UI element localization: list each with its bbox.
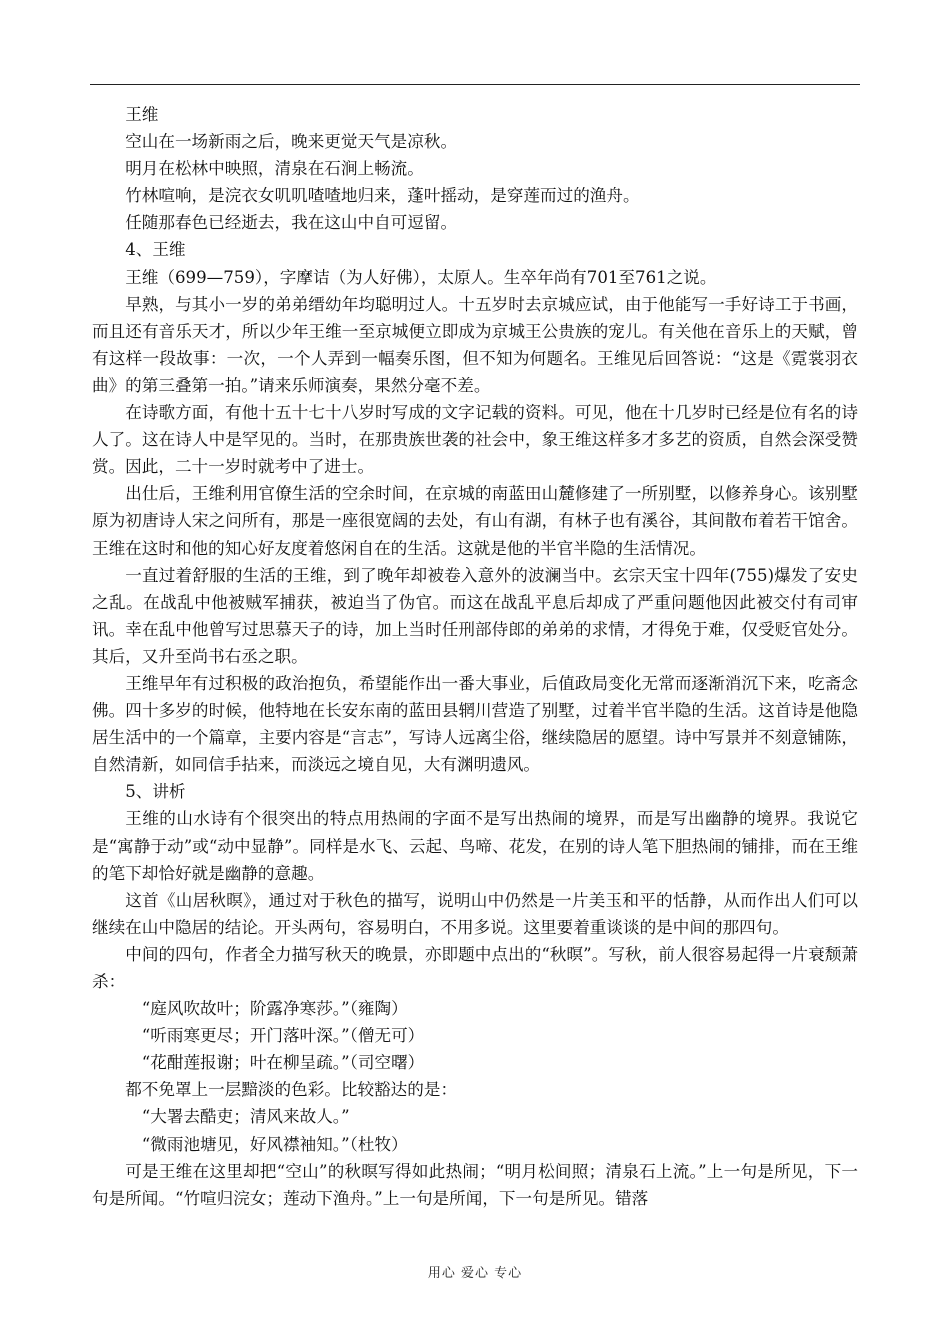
header-rule [90,84,860,85]
paragraph: 空山在一场新雨之后，晚来更觉天气是凉秋。 [125,132,458,152]
paragraph: 4、王维 [125,240,186,260]
paragraph: 一直过着舒服的生活的王维，到了晚年却被卷入意外的波澜当中。玄宗天宝十四年(755)爆发了安史之乱。在战乱中他被贼军捕获，被迫当了伪官。而这在战乱平息后却成了严重问题他因此被交付有司审讯。幸在乱中他曾写过思慕天子的诗，加上当时任刑部侍郎的弟弟的求情，才得免于难，仅受贬官处分。其后，又升至尚书右丞之职。 [92,565,858,666]
paragraph: 王维早年有过积极的政治抱负，希望能作出一番大事业，后值政局变化无常而逐渐消沉下来，吃斋念佛。四十多岁的时候，他特地在长安东南的蓝田县辋川营造了别墅，过着半官半隐的生活。这首诗是他隐居生活中的一个篇章，主要内容是“言志”，写诗人远离尘俗，继续隐居的愿望。诗中写景并不刻意铺陈，自然清新，如同信手拈来，而淡远之境自见，大有渊明遗风。 [92,673,858,775]
paragraph: 出仕后，王维利用官僚生活的空余时间，在京城的南蓝田山麓修建了一所别墅，以修养身心。该别墅原为初唐诗人宋之问所有，那是一座很宽阔的去处，有山有湖，有林子也有溪谷，其间散布着若干馆舍。王维在这时和他的知心好友度着悠闲自在的生活。这就是他的半官半隐的生活情况。 [92,484,858,558]
paragraph: 明月在松林中映照，清泉在石涧上畅流。 [125,159,424,179]
quote-line: “花酣莲报谢；叶在柳呈疏。”（司空曙） [141,1053,425,1073]
paragraph: 王维 [125,105,159,124]
quote-line: “大署去酷吏；清风来故人。” [141,1107,350,1127]
paragraph: 5、讲析 [125,782,186,802]
quote-line: “听雨寒更尽；开门落叶深。”（僧无可） [141,1026,425,1046]
paragraph: 可是王维在这里却把“空山”的秋暝写得如此热闹；“明月松间照；清泉石上流。”上一句是所见，下一句是所闻。“竹喧归浣女；莲动下渔舟。”上一句是所闻，下一句是所见。错落 [92,1161,858,1208]
quote-line: “庭风吹故叶；阶露净寒莎。”（雍陶） [141,999,408,1019]
paragraph: 王维的山水诗有个很突出的特点用热闹的字面不是写出热闹的境界，而是写出幽静的境界。我说它是“寓静于动”或“动中显静”。同样是水飞、云起、鸟啼、花发，在别的诗人笔下胆热闹的铺排，而在王维的笔下却恰好就是幽静的意趣。 [92,809,858,883]
quote-line: “微雨池塘见，好风襟袖知。”（杜牧） [141,1134,408,1154]
paragraph: 早熟，与其小一岁的弟弟缙幼年均聪明过人。十五岁时去京城应试，由于他能写一手好诗工于书画，而且还有音乐天才，所以少年王维一至京城便立即成为京城王公贵族的宠儿。有关他在音乐上的天赋，曾有这样一段故事：一次，一个人弄到一幅奏乐图，但不知为何题名。王维见后回答说：“这是《霓裳羽衣曲》的第三叠第一拍。”请来乐师演奏，果然分毫不差。 [92,294,858,395]
paragraph: 都不免罩上一层黯淡的色彩。比较豁达的是： [125,1080,458,1100]
paragraph: 竹林喧响，是浣衣女叽叽喳喳地归来，蓬叶摇动，是穿莲而过的渔舟。 [125,186,640,206]
paragraph: 在诗歌方面，有他十五十七十八岁时写成的文字记载的资料。可见，他在十几岁时已经是位有名的诗人了。这在诗人中是罕见的。当时，在那贵族世袭的社会中，象王维这样多才多艺的资质，自然会深受赞赏。因此，二十一岁时就考中了进士。 [92,403,858,477]
paragraph: 这首《山居秋暝》，通过对于秋色的描写，说明山中仍然是一片美玉和平的恬静，从而作出人们可以继续在山中隐居的结论。开头两句，容易明白，不用多说。这里要着重谈谈的是中间的那四句。 [92,890,858,937]
paragraph: 王维（699—759），字摩诘（为人好佛），太原人。生卒年尚有701至761之说。 [125,267,717,287]
document-body [92,101,858,1212]
page-footer: 用心 爱心 专心 [427,1266,523,1281]
paragraph: 中间的四句，作者全力描写秋天的晚景，亦即题中点出的“秋暝”。写秋，前人很容易起得一片衰颓萧杀： [92,944,858,991]
paragraph: 任随那春色已经逝去，我在这山中自可逗留。 [125,213,458,233]
